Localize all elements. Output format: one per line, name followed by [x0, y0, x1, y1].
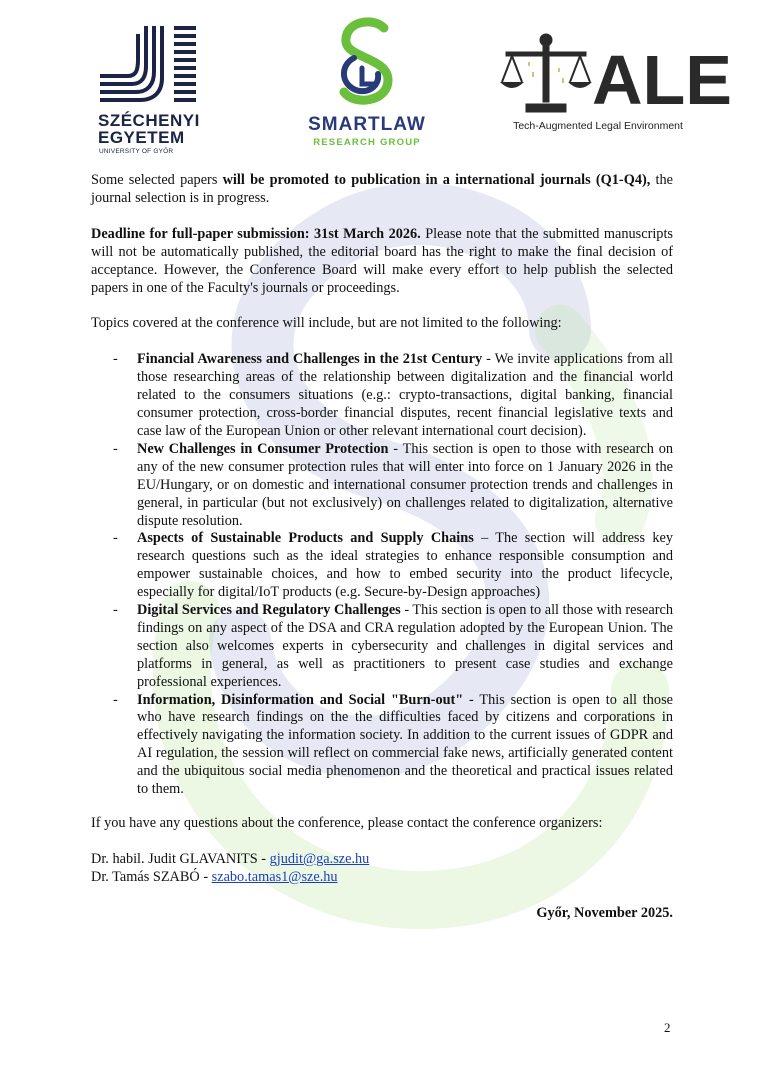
deadline-paragraph: [91, 226, 673, 298]
topic-title: Information, Disinformation and Social "Burn-out": [137, 691, 464, 708]
topic-title: Aspects of Sustainable Products and Supply Chains: [137, 530, 474, 547]
letter-body: [91, 172, 673, 923]
contacts-block: [91, 851, 673, 887]
scales-of-justice-icon: [498, 32, 594, 118]
contact-email-link[interactable]: szabo.tamas1@sze.hu: [211, 868, 338, 885]
list-dash: -: [113, 602, 118, 619]
intro-paragraph: [91, 172, 673, 208]
list-dash: -: [113, 440, 118, 457]
tale-logo: [498, 32, 732, 142]
tale-tagline: Tech-Augmented Legal Environment: [513, 120, 683, 132]
page-number: 2: [664, 1020, 671, 1035]
contact-email-link[interactable]: gjudit@ga.sze.hu: [269, 850, 370, 867]
szechenyi-emblem-icon: [96, 22, 206, 110]
list-dash: -: [113, 530, 118, 547]
place-date-signoff: Győr, November 2025.: [536, 904, 673, 921]
intro-post: the journal selection is in progress.: [91, 172, 673, 206]
questions-paragraph: If you have any questions about the conference, please contact the conference organizers:: [91, 815, 603, 831]
topic-item: [91, 351, 673, 441]
smartlaw-subtitle: RESEARCH GROUP: [313, 137, 421, 148]
topic-title: New Challenges in Consumer Protection: [137, 440, 389, 457]
szechenyi-university-logo: [96, 22, 206, 155]
tale-letters: [592, 41, 732, 119]
smartlaw-s-icon: [292, 18, 442, 110]
szechenyi-name-line1: SZÉCHENYI: [98, 111, 200, 130]
intro-bold: will be promoted to publication in a international journals (Q1-Q4),: [222, 172, 651, 188]
topic-item: [91, 602, 673, 692]
topics-intro: Topics covered at the conference will include, but are not limited to the following:: [91, 315, 562, 332]
topic-title: Digital Services and Regulatory Challenges: [137, 602, 401, 619]
szechenyi-subtitle: UNIVERSITY OF GYŐR: [99, 148, 174, 155]
contact-line: [91, 869, 673, 887]
deadline-text: Please note that the submitted manuscripts will not be automatically published, the editorial board has the right to make the final decision of acceptance. However, the Conference Board will make every effort to help publish the selected papers in one of the Faculty's journals or proceedings.: [91, 225, 673, 296]
topic-text: - We invite applications from all those researching areas of the relationship between digitalization and the financial world related to the consumers situations (e.g.: crypto-transactions, digital banking, financial consumer protection, cross-border financial disputes, recent financial legislative texts and case law of the European Union or other relevant international court decision).: [137, 351, 673, 439]
topic-text: - This section is open to those with research on any of the new consumer protection rules that will enter into force on 1 January 2026 in the EU/Hungary, or on domestic and international consumer protection trends and challenges in general, in particular (but not exclusively) on challenges related to digitalization, alternative dispute resolution.: [137, 440, 673, 529]
topic-text: - This section is open to all those who have research findings on the the difficulties faced by citizens and corporations in effectively navigating the information society. In addition to the current issues of GDPR and AI regulation, the session will reflect on commercial fake news, artificially generated content and the ubiquitous social media phenomenon and the theoretical and practical issues related to them.: [137, 691, 673, 798]
topic-item: [91, 530, 673, 602]
contact-line: [91, 851, 673, 869]
topic-text: – The section will address key research questions such as the ideal strategies to enhance responsible consumption and empower sustainable choices, and how to embed security into the product lifecycle, especially for digital/IoT products (e.g. Secure-by-Design approaches): [137, 530, 673, 601]
intro-pre: Some selected papers: [91, 172, 223, 188]
topics-list: [91, 351, 673, 799]
contact-name: Dr. Tamás SZABÓ -: [91, 868, 212, 885]
list-dash: -: [113, 351, 118, 368]
svg-text:ALE: ALE: [592, 41, 732, 119]
szechenyi-name-line2: EGYETEM: [98, 128, 185, 147]
topic-item: [91, 441, 673, 531]
deadline-bold: Deadline for full-paper submission: 31st March 2026.: [91, 225, 421, 242]
topic-title: Financial Awareness and Challenges in the 21st Century: [137, 351, 483, 368]
smartlaw-logo: [292, 18, 442, 153]
letterhead: [0, 0, 763, 165]
topic-text: - This section is open to all those with research findings on any aspect of the DSA and CRA regulation adopted by the European Union. The section also welcomes experts in cybersecurity and challenges in digital services and platforms in general, as well as practitioners to present case studies and exchange professional experiences.: [137, 602, 674, 690]
list-dash: -: [113, 691, 118, 708]
smartlaw-title: SMARTLAW: [308, 114, 426, 135]
topic-item: [91, 692, 673, 799]
contact-name: Dr. habil. Judit GLAVANITS -: [91, 850, 270, 867]
